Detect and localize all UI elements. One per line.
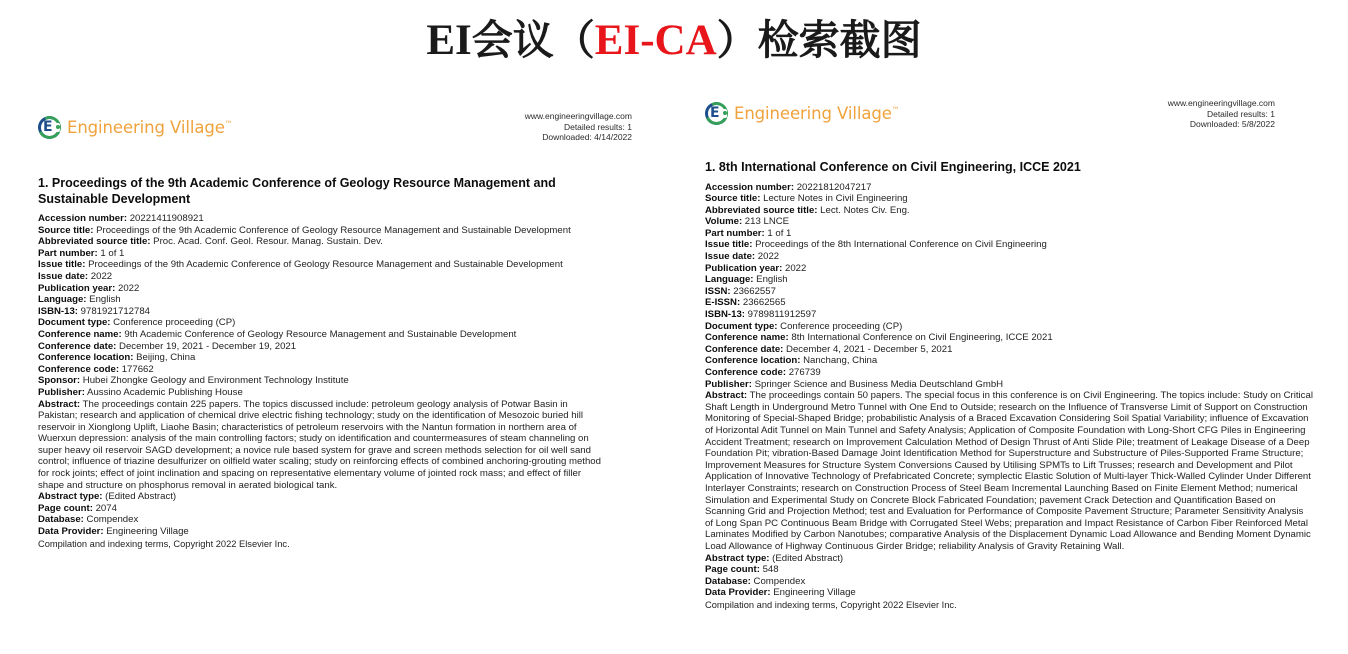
- record-field: [705, 321, 1313, 333]
- record-left-header-meta: [525, 111, 632, 143]
- record-field-key: Language:: [38, 294, 87, 306]
- record-field-value: The proceedings contain 225 papers. The topics discussed include: petroleum geology analysis of Potwar Basin in Pakistan; research and application of chemical drive electric fishing technology; study on the identification of Mesozoic buried hill reservoir in Xionglong Uplift, Liaohe Basin; characteristics of petroleum reservoirs with the Nantun formation in northern area of Wuerxun depression: analysis of the main controlling factors; study on identification and countermeasures of steam channeling on super heavy oil reservoir SAGD development; a novice rule based system for grave and screen methods selection for oil well sand control; influence of triazine desulfurizer on oilfield water scaling; study on reinforcing effects of combined anchoring-grouting method for rock joints; effect of joint inclination and spacing on representative elementary volume of jointed rock mass; and effect of filler shape and structure on phosphorus removal in aerated biological tank.: [38, 398, 601, 491]
- record-field-value: The proceedings contain 50 papers. The special focus in this conference is on Civil Engineering. The topics include: Study on Critical Shaft Length in Underground Metro Tunnel with One End to Outside; research on the Influence of Transverse Limit of Support on Construction Monitoring of Special-Shaped Bridge; probabilistic Analysis of a Braced Excavation Considering Soil Spatial Variability; influence of Excavation of Horizontal Adit Tunnel on Main Tunnel and Safety Analysis; Application of Composite Foundation with Long-Short CFG Piles in Engineering Accident Treatment; research on Improvement Calculation Method of Design Thrust of Anti Slide Pile; treatment of Leakage Disease of a Deep Foundation Pit; vibration-Based Damage Joint Identification Method for Superstructure and Substructure of Piles-Supported Frame Structure; Improvement Measures for Structure System Conversions Caused by Utilising SPMTs to Lift Trusses; research and Development and Pilot Application of Innovative Technology of Prefabricated Concrete; symplectic Elastic Solution of Multi-layer Thick-Walled Cylinder Under Different Interlayer Constraints; research on Construction Process of Steel Beam Incremental Launching Based on Finite Element Method; numerical Simulation and Experimental Study on Concrete Block Fabricated Foundation; pavement Crack Detection and Quantification Based on Scanning Grid and Projection Method; test and Evaluation for Performance of Composite Pavement Structure; Parameter Sensitivity Analysis of Long Span PC Continuous Beam Bridge with Corrugated Steel Webs; preparation and Impact Resistance of Carbon Fiber Reinforced Metal Laminates Modified by Carbon Nanotubes; comparative Analysis of the Displacement Dynamic Load Allowance and Bending Moment Dynamic Load Allowance of Highway Continuous Girder Bridge; reliability Analysis of Gravity Retaining Wall.: [705, 390, 1313, 552]
- record-field-key: Part number:: [705, 227, 765, 239]
- header-detailed-results: Detailed results: 1: [563, 121, 632, 132]
- record-field: [38, 399, 608, 492]
- record-right-fields: [705, 182, 1315, 599]
- record-field-key: Abbreviated source title:: [38, 236, 151, 248]
- record-field-key: Source title:: [705, 193, 761, 205]
- record-field: [705, 263, 1313, 275]
- record-field: [705, 297, 1313, 309]
- record-field-key: Issue title:: [38, 259, 86, 271]
- record-field: [38, 503, 608, 515]
- record-field: [38, 294, 608, 306]
- record-field-key: Issue title:: [705, 239, 753, 251]
- record-field-key: Publication year:: [38, 282, 116, 294]
- record-field: [38, 283, 608, 295]
- page-title-prefix-latin: EI: [426, 17, 472, 64]
- record-field-key: ISBN-13:: [705, 309, 745, 321]
- record-field: [38, 364, 608, 376]
- record-field: [705, 576, 1313, 588]
- record-left-footnote: Compilation and indexing terms, Copyright 2022 Elsevier Inc.: [38, 538, 290, 549]
- record-field-key: Abstract type:: [38, 491, 103, 503]
- record-field-key: Page count:: [38, 502, 93, 514]
- record-field-value: 1 of 1: [97, 247, 125, 259]
- records-container: [0, 98, 1348, 611]
- record-field: [705, 193, 1313, 205]
- record-field-value: 2022: [88, 270, 113, 282]
- logo-wordmark: [734, 104, 900, 123]
- record-field-value: 23662565: [740, 297, 786, 309]
- record-field-value: Compendex: [83, 514, 139, 526]
- record-field-value: Conference proceeding (CP): [110, 317, 236, 329]
- page-title: [0, 0, 1348, 65]
- record-field-value: 9789811912597: [744, 309, 817, 321]
- record-field-value: 2022: [115, 282, 140, 294]
- record-field: [705, 216, 1313, 228]
- record-field: [38, 213, 608, 225]
- record-field-value: Proc. Acad. Conf. Geol. Resour. Manag. Sustain. Dev.: [150, 236, 383, 248]
- record-field: [38, 317, 608, 329]
- record-field-key: Publisher:: [38, 386, 85, 398]
- engineering-village-logo: [38, 116, 233, 139]
- engineering-village-logo: [705, 102, 900, 125]
- record-field-key: Language:: [705, 274, 754, 286]
- record-right-footnote: Compilation and indexing terms, Copyright 2022 Elsevier Inc.: [705, 599, 957, 610]
- record-field-key: Abstract:: [38, 398, 81, 410]
- logo-wordmark: [67, 118, 233, 137]
- header-site-url: www.engineeringvillage.com: [524, 111, 632, 121]
- record-field: [38, 329, 608, 341]
- record-field: [38, 514, 608, 526]
- record-field-key: Data Provider:: [705, 587, 771, 599]
- logo-brand-name: Engineering Village: [67, 118, 225, 137]
- record-right: [705, 98, 1315, 611]
- record-field: [38, 306, 608, 318]
- record-field-key: Database:: [38, 514, 84, 526]
- record-field-value: 9781921712784: [77, 305, 151, 317]
- record-right-title: 1. 8th International Conference on Civil Engineering, ICCE 2021: [705, 160, 1081, 174]
- record-field-value: English: [753, 274, 788, 286]
- record-field-key: ISBN-13:: [38, 305, 78, 317]
- record-field-value: 2074: [92, 502, 117, 514]
- record-field-value: 177662: [119, 363, 154, 375]
- record-field-value: 1 of 1: [764, 227, 792, 239]
- record-field-key: Conference code:: [38, 363, 120, 375]
- engineering-village-circle-icon: E: [705, 102, 728, 125]
- record-field-value: Engineering Village: [770, 587, 856, 599]
- record-field-key: Data Provider:: [38, 526, 104, 538]
- record-left-fields: [38, 213, 638, 538]
- record-field: [38, 491, 608, 503]
- page-title-suffix-cjk: ）检索截图: [716, 16, 922, 64]
- record-field: [705, 286, 1313, 298]
- header-downloaded-date: Downloaded: 4/14/2022: [542, 132, 632, 142]
- record-field-key: Abbreviated source title:: [705, 204, 818, 216]
- record-field-key: E-ISSN:: [705, 297, 741, 309]
- record-field-key: Document type:: [38, 317, 111, 329]
- record-field: [38, 271, 608, 283]
- record-field: [705, 274, 1313, 286]
- record-field-key: Conference date:: [705, 343, 784, 355]
- record-field: [705, 205, 1313, 217]
- record-field-key: Accession number:: [705, 181, 795, 193]
- header-detailed-results: Detailed results: 1: [1206, 108, 1275, 119]
- record-field-value: Lecture Notes in Civil Engineering: [760, 193, 908, 205]
- record-field: [705, 367, 1313, 379]
- record-field-value: December 19, 2021 - December 19, 2021: [116, 340, 297, 352]
- record-field: [705, 553, 1313, 565]
- record-field: [38, 352, 608, 364]
- record-field: [705, 587, 1313, 599]
- record-field-key: Conference date:: [38, 340, 117, 352]
- record-left: [38, 98, 638, 550]
- record-field-value: 9th Academic Conference of Geology Resource Management and Sustainable Development: [121, 328, 517, 340]
- record-field: [705, 332, 1313, 344]
- record-field-value: Hubei Zhongke Geology and Environment Technology Institute: [80, 375, 349, 387]
- record-field-key: Source title:: [38, 224, 94, 236]
- record-left-header: [38, 98, 638, 156]
- record-field: [705, 564, 1313, 576]
- record-field-key: Part number:: [38, 247, 98, 259]
- record-field: [705, 182, 1313, 194]
- header-site-url: www.engineeringvillage.com: [1167, 98, 1275, 108]
- record-field: [705, 228, 1313, 240]
- record-field: [38, 225, 608, 237]
- record-field-value: Springer Science and Business Media Deutschland GmbH: [751, 378, 1004, 390]
- record-field: [705, 251, 1313, 263]
- record-field-key: Publisher:: [705, 378, 752, 390]
- record-field-value: English: [86, 294, 121, 306]
- header-downloaded-date: Downloaded: 5/8/2022: [1189, 119, 1275, 129]
- page-title-prefix-cjk: 会议（: [471, 16, 595, 64]
- record-field: [705, 379, 1313, 391]
- record-field: [38, 387, 608, 399]
- record-field-value: 2022: [782, 262, 807, 274]
- record-field-value: 20221812047217: [794, 181, 872, 193]
- record-field-key: Document type:: [705, 320, 778, 332]
- record-field: [705, 239, 1313, 251]
- record-field-value: December 4, 2021 - December 5, 2021: [783, 343, 953, 355]
- record-field-value: Proceedings of the 9th Academic Conference of Geology Resource Management and Sustainable Development: [93, 224, 571, 236]
- record-field-value: Conference proceeding (CP): [777, 320, 903, 332]
- record-field-value: 8th International Conference on Civil Engineering, ICCE 2021: [788, 332, 1053, 344]
- record-field-value: Lect. Notes Civ. Eng.: [817, 204, 910, 216]
- record-field-value: Compendex: [750, 575, 806, 587]
- record-field-key: Volume:: [705, 216, 743, 228]
- engineering-village-circle-icon: E: [38, 116, 61, 139]
- record-field-key: Abstract type:: [705, 552, 770, 564]
- record-field-key: Conference location:: [705, 355, 801, 367]
- trademark-symbol: ™: [224, 119, 233, 129]
- logo-brand-name: Engineering Village: [734, 104, 892, 123]
- page-title-highlight: EI-CA: [594, 17, 717, 64]
- trademark-symbol: ™: [891, 105, 900, 115]
- record-field-key: Conference name:: [705, 332, 789, 344]
- record-field-key: Publication year:: [705, 262, 783, 274]
- record-field-value: 276739: [786, 367, 821, 378]
- record-field: [38, 341, 608, 353]
- record-field-value: 213 LNCE: [742, 216, 790, 228]
- record-left-title: 1. Proceedings of the 9th Academic Conference of Geology Resource Management and Sustainable Development: [38, 176, 556, 206]
- record-field-key: Abstract:: [705, 390, 748, 402]
- record-field-key: Page count:: [705, 564, 760, 576]
- record-field-key: Conference location:: [38, 352, 134, 364]
- record-field: [705, 355, 1313, 367]
- record-right-header: [705, 98, 1315, 144]
- record-field-key: Issue date:: [38, 270, 89, 282]
- record-field-value: Proceedings of the 9th Academic Conference of Geology Resource Management and Sustainable Development: [85, 259, 563, 271]
- record-field-key: ISSN:: [705, 285, 731, 297]
- record-field-value: 20221411908921: [127, 213, 204, 224]
- record-field-key: Database:: [705, 575, 751, 587]
- record-field-value: 2022: [755, 251, 780, 263]
- record-field-value: Nanchang, China: [800, 355, 878, 367]
- record-field-key: Sponsor:: [38, 375, 81, 387]
- record-field-key: Accession number:: [38, 213, 128, 224]
- record-field: [705, 390, 1313, 552]
- record-field-value: (Edited Abstract): [769, 552, 844, 564]
- record-field: [38, 375, 608, 387]
- record-field-value: Engineering Village: [103, 526, 189, 538]
- record-field-value: 548: [759, 564, 779, 576]
- record-right-header-meta: [1168, 98, 1275, 130]
- record-field-key: Issue date:: [705, 251, 756, 263]
- record-field-value: Aussino Academic Publishing House: [84, 386, 243, 398]
- record-field: [705, 309, 1313, 321]
- record-field-key: Conference name:: [38, 328, 122, 340]
- record-field-value: (Edited Abstract): [102, 491, 177, 503]
- record-field: [38, 259, 608, 271]
- record-field-value: Beijing, China: [133, 352, 196, 364]
- record-field-value: Proceedings of the 8th International Conference on Civil Engineering: [752, 239, 1047, 251]
- record-field: [38, 526, 608, 538]
- record-field: [38, 236, 608, 248]
- record-field-value: 23662557: [730, 285, 776, 297]
- record-field-key: Conference code:: [705, 367, 787, 378]
- record-field: [38, 248, 608, 260]
- record-field: [705, 344, 1313, 356]
